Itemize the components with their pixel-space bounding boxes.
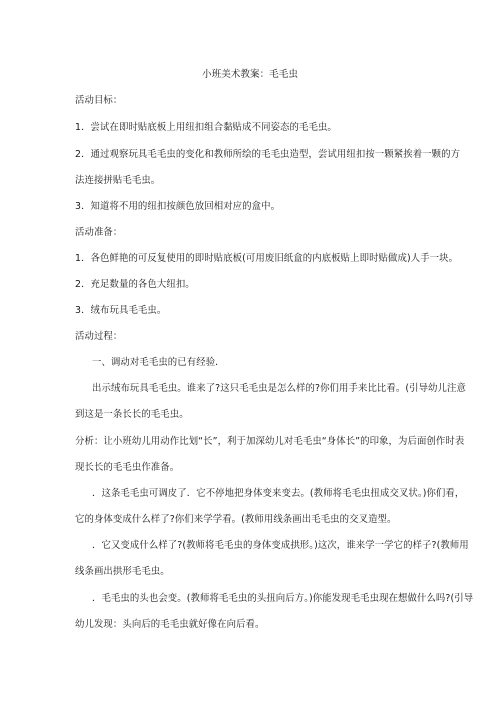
text-line: 它的身体变成什么样了?你们来学学看。(教师用线条画出毛毛虫的交叉造型。	[75, 514, 397, 525]
section-heading-goals: 活动目标：	[75, 95, 123, 106]
text-line: 3．绒布玩具毛毛虫。	[75, 305, 167, 316]
text-line: ．这条毛毛虫可调皮了．它不停地把身体变来变去。(教师将毛毛虫扭成交叉状。)你们看，	[92, 488, 465, 499]
text-line: 1．尝试在即时贴底板上用纽扣组合黏贴成不同姿态的毛毛虫。	[75, 122, 337, 133]
text-line: 3．知道将不用的纽扣按颜色放回相对应的盒中。	[75, 201, 281, 212]
text-line: 分析：让小班幼儿用动作比划“长”，利于加深幼儿对毛毛虫“身体长”的印象，为后面创作时表	[75, 436, 465, 447]
text-line: 到这是一条长长的毛毛虫。	[75, 409, 189, 420]
text-line: 1．各色鲜艳的可反复使用的即时贴底板(可用废旧纸盒的内底板贴上即时贴做成)人手一块。	[75, 253, 459, 264]
text-line: 幼儿发现：头向后的毛毛虫就好像在向后看。	[75, 619, 265, 630]
text-line: 2．通过观察玩具毛毛虫的变化和教师所绘的毛毛虫造型，尝试用纽扣按一颗紧挨着一颗的方	[75, 149, 461, 160]
text-line: 法连接拼贴毛毛虫。	[75, 175, 161, 186]
document-title: 小班美术教案：毛毛虫	[202, 69, 298, 80]
text-line: ．毛毛虫的头也会变。(教师将毛毛虫的头扭向后方。)你能发现毛毛虫现在想做什么吗?(引导	[92, 593, 474, 604]
text-line: 一、调动对毛毛虫的已有经验．	[92, 357, 225, 368]
text-line: 现长长的毛毛虫作准备。	[75, 462, 180, 473]
text-line: 2．充足数量的各色大纽扣。	[75, 279, 195, 290]
text-line: ．它又变成什么样了?(教师将毛毛虫的身体变成拱形。)这次，谁来学一学它的样子?(教师用	[92, 540, 469, 551]
section-heading-process: 活动过程：	[75, 331, 123, 342]
text-line: 出示绒布玩具毛毛虫。谁来了?这只毛毛虫是怎么样的?你们用手来比比看。(引导幼儿注意	[92, 383, 466, 394]
section-heading-preparation: 活动准备：	[75, 227, 123, 238]
text-line: 线条画出拱形毛毛虫。	[75, 566, 170, 577]
